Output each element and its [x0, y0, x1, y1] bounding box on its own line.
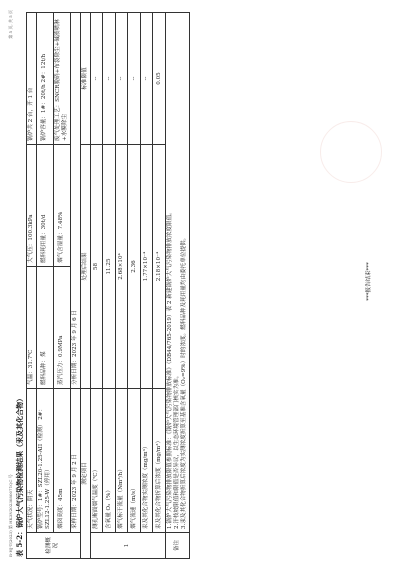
result-row	[140, 12, 153, 558]
temperature-cell: 气温：31.7℃	[27, 266, 37, 388]
result-row	[90, 12, 103, 558]
result-limit: --	[90, 12, 103, 144]
result-value: 2.68×10⁴	[115, 144, 128, 388]
conditions-row-1	[27, 12, 37, 558]
sampling-date-cell: 采样日期：2023 年 9 月 2 日	[70, 388, 80, 532]
result-limit: --	[140, 12, 153, 144]
result-value: 11.25	[103, 144, 116, 388]
section-label: 检测概况	[27, 533, 81, 559]
note-line: 2.汗枝坡限值和限值是否异议，以生态环境管理部门核实为准。	[173, 372, 180, 529]
moisture-cell: 烟气含湿量：7.48%	[53, 144, 70, 266]
col-result-header: 处理后结果	[80, 144, 90, 388]
results-table	[26, 12, 190, 559]
result-row	[115, 12, 128, 558]
result-value: 1.77×10⁻⁴	[140, 144, 153, 388]
unit-label: 1	[90, 533, 165, 559]
result-value: 58	[90, 144, 103, 388]
conditions-row-3	[53, 12, 70, 558]
result-limit: --	[115, 12, 128, 144]
notes-row	[165, 12, 189, 558]
notes-content	[165, 12, 189, 532]
result-value: 2.18×10⁻⁴	[153, 144, 166, 388]
page-number: 第 5 页, 共 5 页	[8, 10, 13, 39]
table-title: 表 5-2：锅炉大气污染物检测结果（汞及其化合物）	[15, 394, 24, 557]
analysis-date-cell: 分析日期：2023 年 9 月 6 日	[70, 12, 80, 388]
faint-seal-stamp	[320, 121, 382, 183]
result-limit: --	[103, 12, 116, 144]
result-row	[103, 12, 116, 558]
conditions-row-4	[70, 12, 80, 558]
results-header-row	[80, 12, 90, 558]
result-value: 2.36	[128, 144, 141, 388]
weather-cell: 天气状况：阴天	[27, 388, 37, 532]
result-limit: 0.05	[153, 12, 166, 144]
notes-label: 备注	[165, 533, 189, 559]
boiler-model-cell: 锅炉型号：1#：SZL20-1.25-AII（检测） 2#：SZL12-1.25-W（停用）	[36, 388, 53, 532]
col-item-header: 测定项目	[80, 388, 90, 558]
col-limit-header: 标准限值	[80, 12, 90, 144]
steam-pressure-cell: 蒸汽压力：0.9MPa	[53, 266, 70, 388]
result-item: 汞及其化合物实测浓度（mg/m³）	[140, 388, 153, 532]
chimney-height-cell: 烟囱高度：45m	[53, 388, 70, 532]
note-line: 3.汞及其化合物折算后浓度为实测浓度折算至基准含氧量（O₂=9%）时的浓度。燃料品种及耗用量均由委托单位提供。	[180, 234, 187, 529]
result-item: 烟气流速（m/s）	[128, 388, 141, 532]
result-limit: --	[128, 12, 141, 144]
pressure-cell: 大气压：100.3kPa	[27, 144, 37, 266]
result-item: 测孔断面烟气温度（℃）	[90, 388, 103, 532]
boiler-capacity-cell: 锅炉容量：1#：20t/h 2#：12t/h	[36, 12, 53, 144]
report-end-mark: ***报告结束***	[366, 262, 372, 301]
note-line: 1.锅炉大气污染物排放限值参照标准：《锅炉大气污染物排放标准》（DB44/765-2019）表 2 新建锅炉大气污染物排放浓度限值。	[166, 209, 173, 529]
result-item: 烟气标干流量（Nm³/h）	[115, 388, 128, 532]
conditions-row-2	[36, 12, 53, 558]
result-row	[128, 12, 141, 558]
result-item: 含氧量 O₂（%）	[103, 388, 116, 532]
report-number: B-HJ-T(2023) 第 HK3N2023080071QC 号	[8, 474, 13, 557]
result-row	[153, 12, 166, 558]
boiler-count-cell: 锅炉共 2 台，开 1 台	[27, 12, 37, 144]
fuel-type-cell: 燃料品种：煤	[36, 266, 53, 388]
fuel-consumption-cell: 燃料耗用量：30t/d	[36, 144, 53, 266]
result-item: 汞及其化合物折算后浓度（mg/m³）	[153, 388, 166, 532]
treatment-process-cell: 废气处理工艺：SNCR脱硝+布袋除尘+碱液喷淋+水膜除尘	[53, 12, 70, 144]
